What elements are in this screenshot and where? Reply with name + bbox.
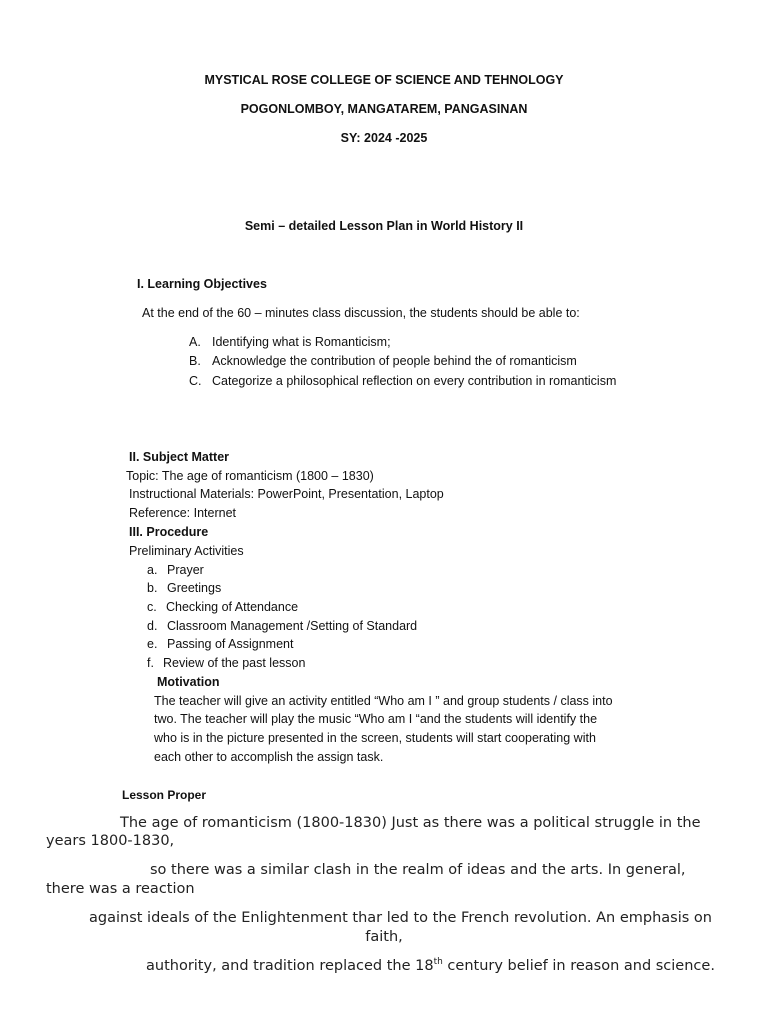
list-item: Prayer — [167, 563, 204, 577]
list-item: Classroom Management /Setting of Standard — [167, 619, 418, 633]
list-item-marker: a. — [147, 563, 158, 577]
paragraph-line: The teacher will give an activity entitled “Who am I ” and group students / class into — [154, 694, 613, 708]
paragraph-line: each other to accomplish the assign task. — [154, 750, 384, 764]
list-item-marker: e. — [147, 637, 158, 651]
superscript: th — [433, 957, 443, 968]
text-run: authority, and tradition replaced the 18 — [146, 958, 434, 974]
list-item: Checking of Attendance — [166, 600, 299, 614]
list-item: Identifying what is Romanticism; — [212, 335, 391, 349]
list-item-marker: c. — [147, 600, 157, 614]
school-year: SY: 2024 -2025 — [340, 131, 428, 145]
procedure-heading: III. Procedure — [129, 525, 209, 539]
list-item: Acknowledge the contribution of people behind the of romanticism — [212, 354, 577, 368]
paragraph-line: The age of romanticism (1800-1830) Just as there was a political struggle in the — [120, 815, 701, 831]
paragraph-line: against ideals of the Enlightenment thar led to the French revolution. An emphasis on — [89, 910, 712, 926]
list-item: Review of the past lesson — [163, 656, 306, 670]
subject-topic: Topic: The age of romanticism (1800 – 1830) — [126, 469, 374, 483]
paragraph-line: who is in the picture presented in the screen, students will start cooperating with — [154, 731, 596, 745]
subject-heading: II. Subject Matter — [129, 450, 230, 464]
objectives-heading: I. Learning Objectives — [137, 277, 267, 291]
list-item-marker: C. — [189, 374, 202, 388]
lesson-heading: Lesson Proper — [122, 788, 207, 802]
list-item-marker: f. — [147, 656, 154, 670]
paragraph-line: years 1800-1830, — [46, 833, 175, 849]
list-item: Categorize a philosophical reflection on every contribution in romanticism — [212, 374, 617, 388]
subject-reference: Reference: Internet — [129, 506, 237, 520]
paragraph-line: two. The teacher will play the music “Who am I “and the students will identify the — [154, 712, 598, 726]
document-title: Semi – detailed Lesson Plan in World History II — [244, 219, 524, 233]
list-item-marker: A. — [189, 335, 201, 349]
list-item-marker: b. — [147, 581, 158, 595]
list-item: Greetings — [167, 581, 222, 595]
school-address: POGONLOMBOY, MANGATAREM, PANGASINAN — [240, 102, 528, 116]
list-item-marker: d. — [147, 619, 158, 633]
paragraph-line: faith, — [365, 929, 403, 945]
objectives-intro: At the end of the 60 – minutes class discussion, the students should be able to: — [142, 306, 580, 320]
paragraph-line: there was a reaction — [46, 881, 195, 897]
motivation-heading: Motivation — [157, 675, 220, 689]
school-name: MYSTICAL ROSE COLLEGE OF SCIENCE AND TEHNOLOGY — [204, 73, 564, 87]
preliminary-activities: Preliminary Activities — [129, 544, 244, 558]
subject-materials: Instructional Materials: PowerPoint, Presentation, Laptop — [129, 487, 444, 501]
paragraph-line: so there was a similar clash in the realm of ideas and the arts. In general, — [150, 862, 686, 878]
paragraph-line — [146, 957, 715, 975]
list-item-marker: B. — [189, 354, 201, 368]
list-item: Passing of Assignment — [167, 637, 294, 651]
text-run: century belief in reason and science. — [442, 958, 715, 974]
